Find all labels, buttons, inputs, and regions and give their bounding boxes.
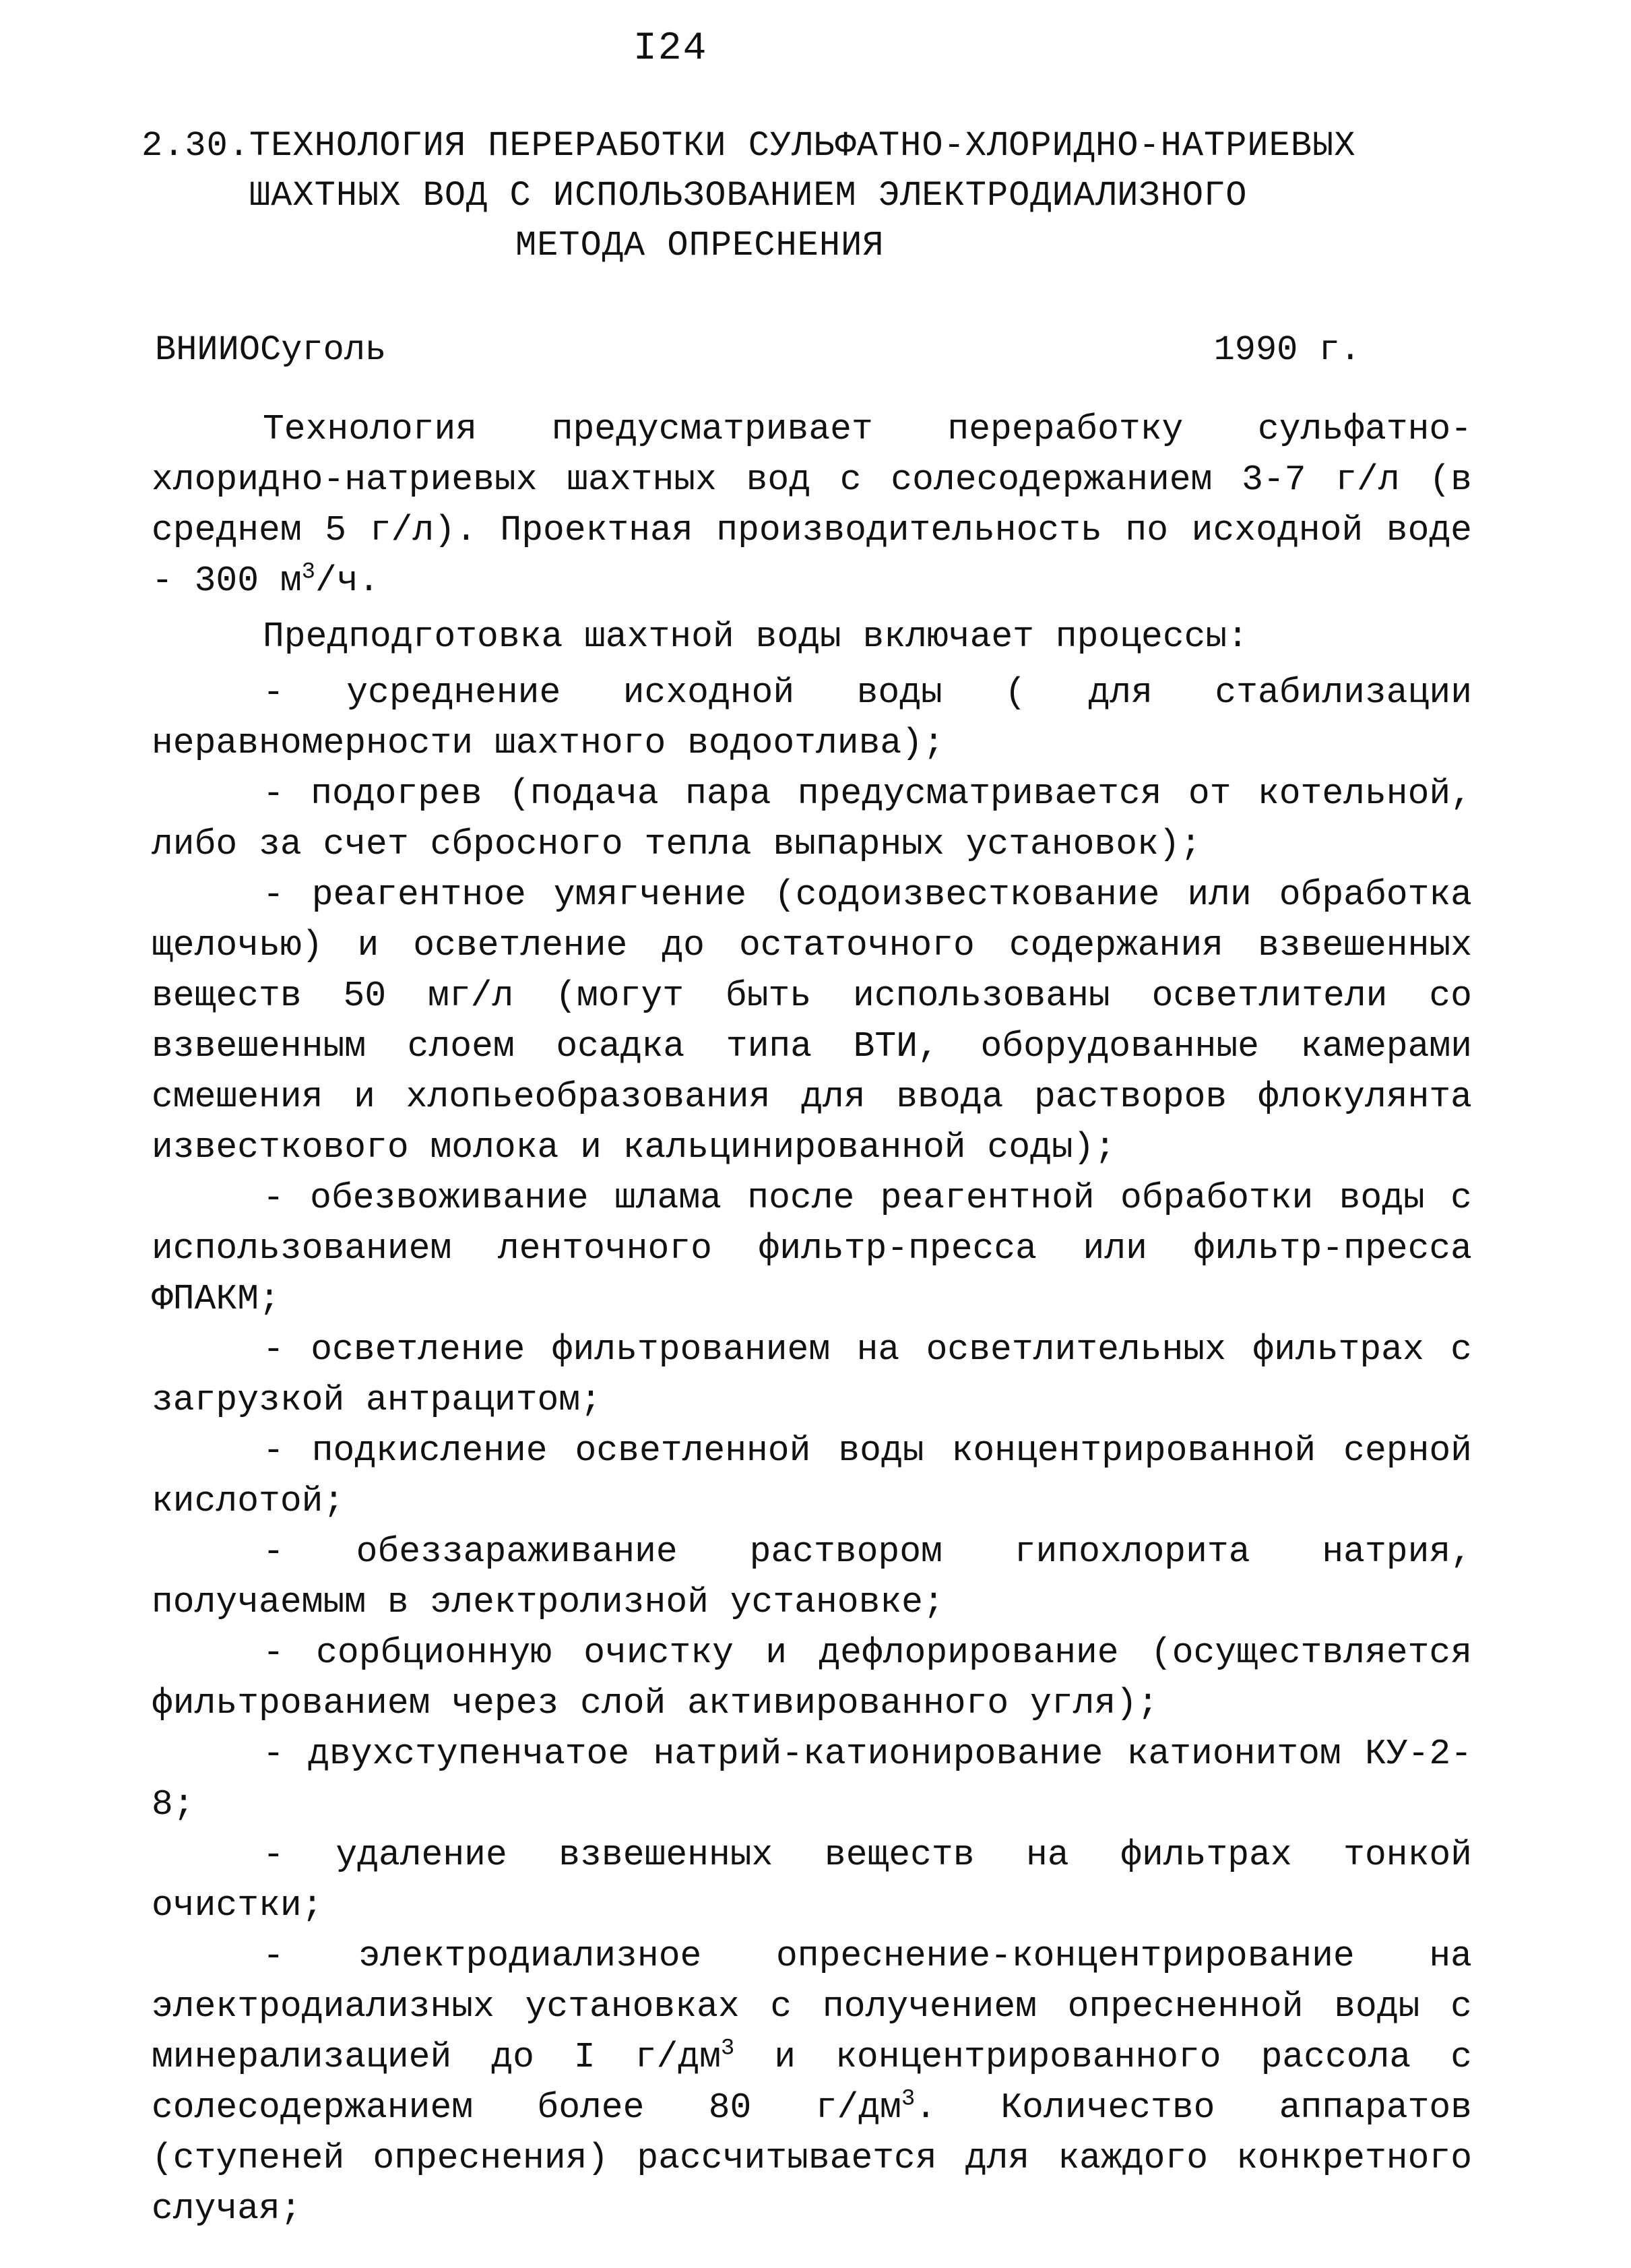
body-text [152, 404, 1472, 2234]
list-item: - подогрев (подача пара предусматривается от котельной, либо за счет сбросного тепла выпарных установок); [152, 774, 1472, 864]
heading-line-2: ШАХТНЫХ ВОД С ИСПОЛЬЗОВАНИЕМ ЭЛЕКТРОДИАЛИЗНОГО [249, 176, 1248, 216]
section-number: 2.30. [141, 126, 251, 166]
page-number: I24 [633, 27, 708, 71]
list-item: - удаление взвешенных веществ на фильтрах тонкой очистки; [152, 1835, 1472, 1926]
organization-name: ВНИИОСуголь [155, 330, 387, 370]
list-item: - сорбционную очистку и дефлорирование (осуществляется фильтрованием через слой активированного угля); [152, 1633, 1472, 1724]
list-item: - усреднение исходной воды ( для стабилизации неравномерности шахтного водоотлива); [152, 672, 1472, 763]
document-year: 1990 г. [1213, 330, 1361, 370]
list-item: - подкисление осветленной воды концентрированной серной кислотой; [152, 1430, 1472, 1521]
list-item: - электродиализное опреснение-концентрирование на электродиализных установках с получением опресненной воды с минерализацией до I $г/дм^3$ и концентрированного рассола с солесодержанием более 80 $г/дм^3$. Количество аппаратов (ступеней опреснения) рассчитывается для каждого конкретного случая; [152, 1936, 1472, 2229]
list-item: - осветление фильтрованием на осветлительных фильтрах с загрузкой антрацитом; [152, 1329, 1472, 1420]
process-list [152, 668, 1472, 2234]
heading-line-3: МЕТОДА ОПРЕСНЕНИЯ [515, 226, 885, 265]
list-item: - двухступенчатое натрий-катионирование катионитом КУ-2-8; [152, 1734, 1472, 1825]
list-item: - обезвоживание шлама после реагентной обработки воды с использованием ленточного фильтр-пресса или фильтр-пресса ФПАКМ; [152, 1178, 1472, 1319]
intro-paragraph: Технология предусматривает переработку сульфатно-хлоридно-натриевых шахтных вод с солесодержанием 3-7 г/л (в среднем 5 г/л). Проектная производительность по исходной воде - 300 $м^3/ч$. [152, 409, 1472, 601]
pretreatment-intro: Предподготовка шахтной воды включает процессы: [263, 617, 1249, 657]
section-heading [141, 121, 1421, 271]
organization-line [155, 330, 1361, 370]
heading-line-1: 2.30.ТЕХНОЛОГИЯ ПЕРЕРАБОТКИ СУЛЬФАТНО-ХЛОРИДНО-НАТРИЕВЫХ [141, 121, 1421, 171]
list-item: - обеззараживание раствором гипохлорита натрия, получаемым в электролизной установке; [152, 1532, 1472, 1623]
list-item: - реагентное умягчение (содоизвесткование или обработка щелочью) и осветление до остаточного содержания взвешенных веществ 50 мг/л (могут быть использованы осветлители со взвешенным слоем осадка типа ВТИ, оборудованные камерами смешения и хлопьеобразования для ввода растворов флокулянта известкового молока и кальцинированной соды); [152, 875, 1472, 1168]
